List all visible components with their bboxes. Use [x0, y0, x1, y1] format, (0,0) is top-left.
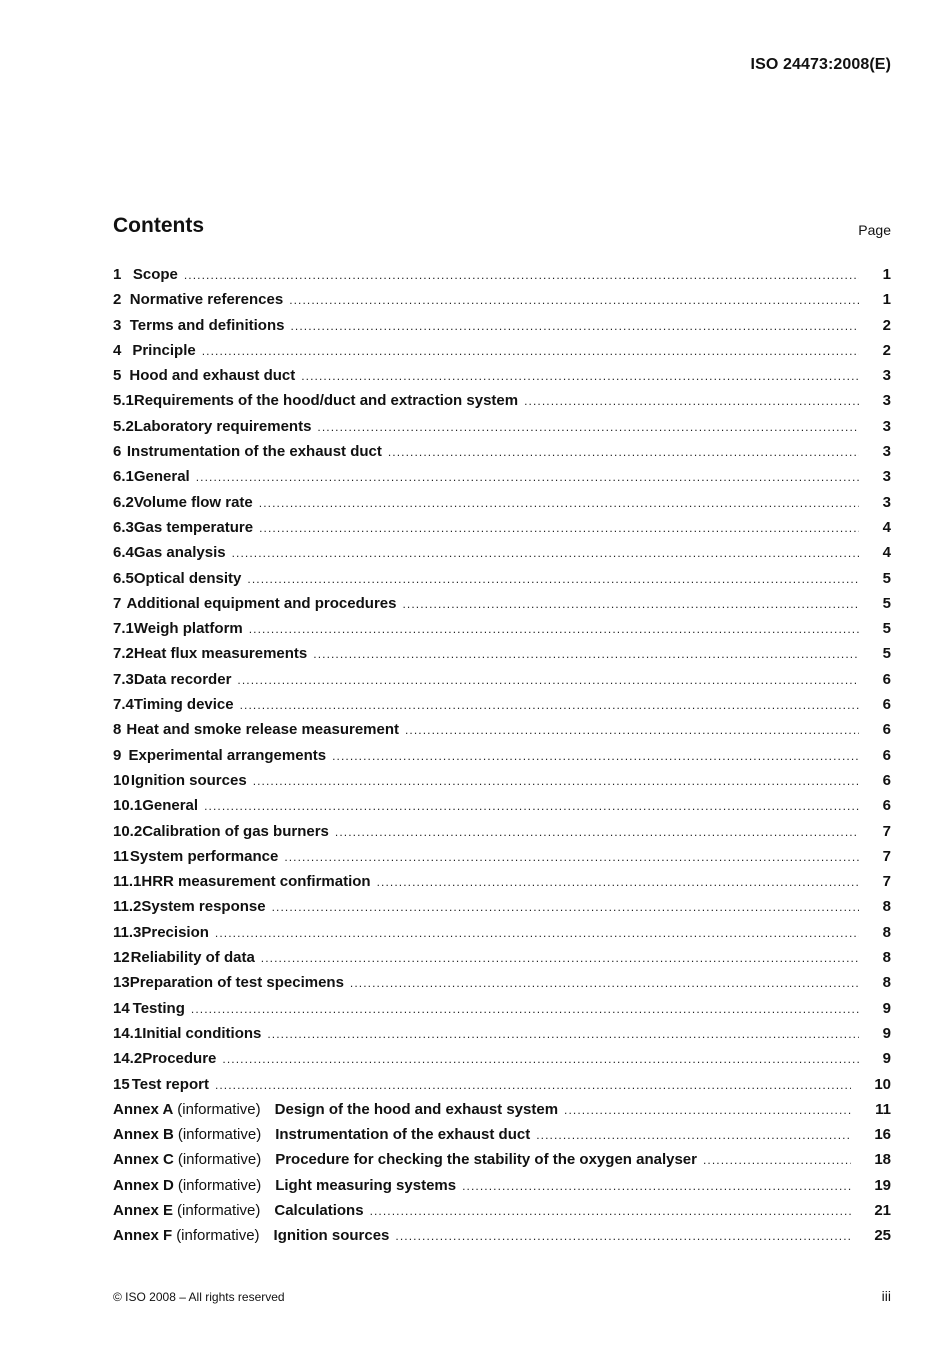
toc-entry-number: 7.4 — [113, 696, 134, 714]
toc-entry-page: 8 — [882, 974, 891, 992]
toc-entry-title: HRR measurement confirmation — [141, 873, 371, 891]
annex-heading — [113, 1177, 271, 1194]
toc-entry[interactable] — [113, 645, 891, 670]
toc-entry-title: Calibration of gas burners — [142, 822, 329, 840]
toc-entry[interactable] — [113, 266, 891, 291]
dot-leader — [249, 622, 859, 636]
dot-leader — [215, 926, 859, 940]
toc-entry[interactable] — [113, 544, 891, 569]
dot-leader — [232, 546, 859, 560]
dot-leader — [350, 976, 859, 990]
toc-entry-title: Procedure for checking the stability of the oxygen analyser — [275, 1151, 697, 1169]
toc-entry-title: Gas temperature — [133, 518, 254, 536]
dot-leader — [290, 319, 859, 333]
toc-entry-page: 6 — [882, 696, 891, 714]
toc-entry-title: Instrumentation of the exhaust duct — [126, 443, 382, 461]
toc-entry[interactable] — [113, 823, 891, 848]
contents-heading: Contents — [113, 214, 204, 237]
toc-entry[interactable] — [113, 848, 891, 873]
annex-label: Annex F — [113, 1227, 173, 1245]
toc-annex-entry[interactable] — [113, 1227, 891, 1252]
toc-entry-number: 7 — [113, 594, 122, 612]
toc-entry[interactable] — [113, 974, 891, 999]
annex-heading — [113, 1227, 270, 1244]
dot-leader — [204, 799, 859, 813]
toc-entry-page: 9 — [882, 1050, 891, 1068]
dot-leader — [564, 1103, 851, 1117]
toc-entry-page: 3 — [882, 468, 891, 486]
toc-entry-number: 6.3 — [113, 518, 134, 536]
toc-entry-title: Principle — [132, 341, 196, 359]
dot-leader — [202, 344, 859, 358]
toc-entry-page: 3 — [882, 392, 891, 410]
toc-entry-title: Initial conditions — [142, 1024, 262, 1042]
toc-entry-title: Heat flux measurements — [133, 645, 308, 663]
dot-leader — [259, 521, 859, 535]
toc-entry-title: Reliability of data — [130, 949, 255, 967]
toc-entry[interactable] — [113, 949, 891, 974]
toc-entry-number: 7.3 — [113, 670, 134, 688]
toc-entry-title: Additional equipment and procedures — [126, 594, 397, 612]
dot-leader — [462, 1179, 851, 1193]
toc-entry-title: Test report — [131, 1075, 209, 1093]
annex-type: (informative) — [177, 1201, 261, 1219]
toc-entry-page: 5 — [882, 569, 891, 587]
toc-entry-page: 16 — [874, 1126, 891, 1144]
toc-entry-page: 10 — [874, 1075, 891, 1093]
toc-entry-title: Optical density — [133, 569, 242, 587]
toc-entry[interactable] — [113, 494, 891, 519]
toc-entry-title: Gas analysis — [133, 544, 226, 562]
toc-entry-page: 25 — [874, 1227, 891, 1245]
toc-entry-title: Testing — [132, 999, 185, 1017]
toc-entry-title: Terms and definitions — [129, 316, 285, 334]
toc-entry-page: 3 — [882, 443, 891, 461]
dot-leader — [289, 293, 859, 307]
dot-leader — [395, 1229, 851, 1243]
dot-leader — [196, 470, 859, 484]
dot-leader — [284, 850, 859, 864]
toc-entry-page: 6 — [882, 771, 891, 789]
toc-entry-title: Ignition sources — [273, 1227, 390, 1245]
page-number: iii — [881, 1288, 891, 1304]
toc-entry-title: Preparation of test specimens — [129, 974, 344, 992]
toc-entry[interactable] — [113, 747, 891, 772]
toc-entry-number: 3 — [113, 316, 122, 334]
toc-entry-page: 6 — [882, 746, 891, 764]
toc-entry-number: 1 — [113, 266, 122, 283]
toc-entry-number: 6.2 — [113, 493, 134, 511]
toc-entry-page: 2 — [882, 316, 891, 334]
toc-entry-title: Design of the hood and exhaust system — [274, 1100, 559, 1118]
toc-entry-number: 12 — [113, 949, 130, 967]
toc-entry-title: Ignition sources — [130, 771, 247, 789]
toc-entry-number: 9 — [113, 746, 122, 764]
toc-entry[interactable] — [113, 392, 891, 417]
annex-label: Annex E — [113, 1201, 174, 1219]
dot-leader — [370, 1204, 851, 1218]
toc-entry-page: 5 — [882, 620, 891, 638]
toc-entry[interactable] — [113, 1025, 891, 1050]
toc-entry-page: 8 — [882, 923, 891, 941]
toc-entry-number: 15 — [113, 1075, 130, 1093]
annex-label: Annex A — [113, 1100, 174, 1118]
toc-entry-title: Experimental arrangements — [128, 746, 327, 764]
page-column-label: Page — [858, 222, 891, 238]
toc-entry-page: 18 — [874, 1151, 891, 1169]
dot-leader — [215, 1078, 851, 1092]
toc-entry-number: 14 — [113, 999, 130, 1017]
dot-leader — [184, 268, 859, 282]
annex-heading — [113, 1151, 271, 1168]
toc-entry[interactable] — [113, 418, 891, 443]
dot-leader — [259, 496, 859, 510]
annex-type: (informative) — [177, 1176, 262, 1194]
toc-entry[interactable] — [113, 797, 891, 822]
toc-entry-number: 10.2 — [113, 822, 143, 840]
toc-entry-number: 11.2 — [113, 898, 142, 916]
toc-entry-page: 9 — [882, 1024, 891, 1042]
toc-entry-title: Calculations — [274, 1201, 364, 1219]
annex-type: (informative) — [177, 1126, 262, 1144]
toc-entry-title: Hood and exhaust duct — [129, 367, 296, 385]
toc-entry[interactable] — [113, 671, 891, 696]
dot-leader — [272, 900, 859, 914]
toc-entry-number: 8 — [113, 721, 122, 739]
toc-entry-title: Timing device — [133, 696, 234, 714]
toc-entry[interactable] — [113, 595, 891, 620]
toc-entry-title: System response — [141, 898, 266, 916]
annex-heading — [113, 1126, 271, 1143]
dot-leader — [301, 369, 859, 383]
toc-entry-page: 7 — [882, 873, 891, 891]
toc-entry-number: 4 — [113, 341, 122, 359]
copyright-notice: © ISO 2008 – All rights reserved — [113, 1290, 285, 1304]
annex-type: (informative) — [177, 1151, 262, 1169]
dot-leader — [222, 1052, 859, 1066]
table-of-contents — [113, 266, 891, 1253]
dot-leader — [240, 698, 859, 712]
toc-entry[interactable] — [113, 317, 891, 342]
toc-entry-page: 11 — [875, 1100, 891, 1118]
toc-entry-page: 3 — [882, 417, 891, 435]
toc-entry-page: 1 — [882, 291, 891, 309]
toc-entry-number: 6.4 — [113, 544, 134, 562]
dot-leader — [237, 673, 859, 687]
toc-annex-entry[interactable] — [113, 1177, 891, 1202]
toc-entry[interactable] — [113, 519, 891, 544]
document-id: ISO 24473:2008(E) — [750, 56, 891, 73]
dot-leader — [313, 647, 859, 661]
toc-entry-page: 8 — [882, 949, 891, 967]
toc-entry[interactable] — [113, 468, 891, 493]
toc-entry-page: 21 — [874, 1201, 891, 1219]
toc-entry-page: 19 — [874, 1176, 891, 1194]
toc-entry[interactable] — [113, 772, 891, 797]
dot-leader — [703, 1153, 851, 1167]
toc-entry[interactable] — [113, 291, 891, 316]
toc-entry-page: 3 — [882, 367, 891, 385]
toc-entry-page: 2 — [882, 341, 891, 359]
annex-label: Annex B — [113, 1126, 174, 1144]
toc-entry-number: 14.2 — [113, 1050, 143, 1068]
toc-entry-page: 3 — [882, 493, 891, 511]
dot-leader — [317, 420, 859, 434]
toc-entry-number: 5 — [113, 367, 122, 385]
toc-entry[interactable] — [113, 696, 891, 721]
dot-leader — [536, 1128, 851, 1142]
toc-entry[interactable] — [113, 443, 891, 468]
toc-entry-title: Requirements of the hood/duct and extraction system — [133, 392, 519, 410]
toc-entry-page: 7 — [882, 847, 891, 865]
toc-entry-title: Light measuring systems — [275, 1176, 457, 1194]
toc-entry[interactable] — [113, 570, 891, 595]
toc-entry[interactable] — [113, 1050, 891, 1075]
dot-leader — [405, 723, 859, 737]
dot-leader — [247, 572, 859, 586]
toc-annex-entry[interactable] — [113, 1151, 891, 1176]
dot-leader — [402, 597, 859, 611]
toc-entry-title: Laboratory requirements — [133, 417, 312, 435]
annex-type: (informative) — [176, 1227, 260, 1245]
toc-entry-number: 5.1 — [113, 392, 134, 410]
toc-annex-entry[interactable] — [113, 1126, 891, 1151]
dot-leader — [335, 825, 859, 839]
toc-entry-number: 6.5 — [113, 569, 134, 587]
annex-label: Annex C — [113, 1151, 174, 1169]
dot-leader — [377, 875, 859, 889]
annex-label: Annex D — [113, 1176, 174, 1194]
toc-entry-number: 5.2 — [113, 417, 134, 435]
toc-entry[interactable] — [113, 924, 891, 949]
toc-entry-page: 9 — [882, 999, 891, 1017]
toc-entry[interactable] — [113, 1000, 891, 1025]
toc-entry-number: 2 — [113, 291, 122, 309]
toc-entry-title: Weigh platform — [133, 620, 243, 638]
toc-entry-number: 6.1 — [113, 468, 134, 486]
toc-entry-title: Precision — [141, 923, 209, 941]
dot-leader — [524, 394, 859, 408]
toc-entry-number: 6 — [113, 443, 122, 461]
toc-entry-number: 14.1 — [113, 1024, 143, 1042]
annex-type: (informative) — [177, 1100, 261, 1118]
toc-entry-page: 4 — [882, 518, 891, 536]
annex-heading — [113, 1101, 271, 1118]
toc-entry[interactable] — [113, 620, 891, 645]
toc-entry-title: Heat and smoke release measurement — [126, 721, 399, 739]
toc-entry-number: 11.1 — [113, 873, 142, 891]
toc-entry-number: 10 — [113, 771, 130, 789]
dot-leader — [332, 749, 859, 763]
toc-entry-page: 6 — [882, 721, 891, 739]
toc-entry-title: System performance — [129, 847, 279, 865]
toc-entry-page: 7 — [882, 822, 891, 840]
annex-heading — [113, 1202, 270, 1219]
dot-leader — [191, 1002, 859, 1016]
toc-entry-title: General — [142, 797, 199, 815]
toc-entry-page: 6 — [882, 670, 891, 688]
toc-entry-page: 5 — [882, 645, 891, 663]
toc-entry-number: 10.1 — [113, 797, 143, 815]
toc-entry-title: Data recorder — [133, 670, 232, 688]
toc-entry[interactable] — [113, 342, 891, 367]
toc-annex-entry[interactable] — [113, 1101, 891, 1126]
dot-leader — [388, 445, 859, 459]
toc-entry-page: 4 — [882, 544, 891, 562]
toc-entry[interactable] — [113, 898, 891, 923]
toc-entry-page: 6 — [882, 797, 891, 815]
toc-entry-title: General — [133, 468, 190, 486]
toc-entry-page: 5 — [882, 594, 891, 612]
toc-entry-title: Procedure — [142, 1050, 217, 1068]
toc-entry-page: 8 — [882, 898, 891, 916]
toc-entry[interactable] — [113, 721, 891, 746]
toc-entry-number: 11.3 — [113, 923, 142, 941]
toc-entry-title: Normative references — [129, 291, 284, 309]
toc-entry-title: Scope — [132, 266, 178, 283]
toc-entry-title: Instrumentation of the exhaust duct — [275, 1126, 531, 1144]
toc-entry[interactable] — [113, 873, 891, 898]
toc-entry-title: Volume flow rate — [133, 493, 253, 511]
toc-entry-number: 7.2 — [113, 645, 134, 663]
toc-entry-number: 7.1 — [113, 620, 134, 638]
toc-annex-entry[interactable] — [113, 1202, 891, 1227]
toc-entry-number: 11 — [113, 847, 129, 865]
toc-entry[interactable] — [113, 367, 891, 392]
dot-leader — [261, 951, 859, 965]
toc-entry-number: 13 — [113, 974, 130, 992]
toc-entry-page: 1 — [882, 266, 891, 283]
toc-entry[interactable] — [113, 1076, 891, 1101]
dot-leader — [253, 774, 859, 788]
dot-leader — [267, 1027, 859, 1041]
